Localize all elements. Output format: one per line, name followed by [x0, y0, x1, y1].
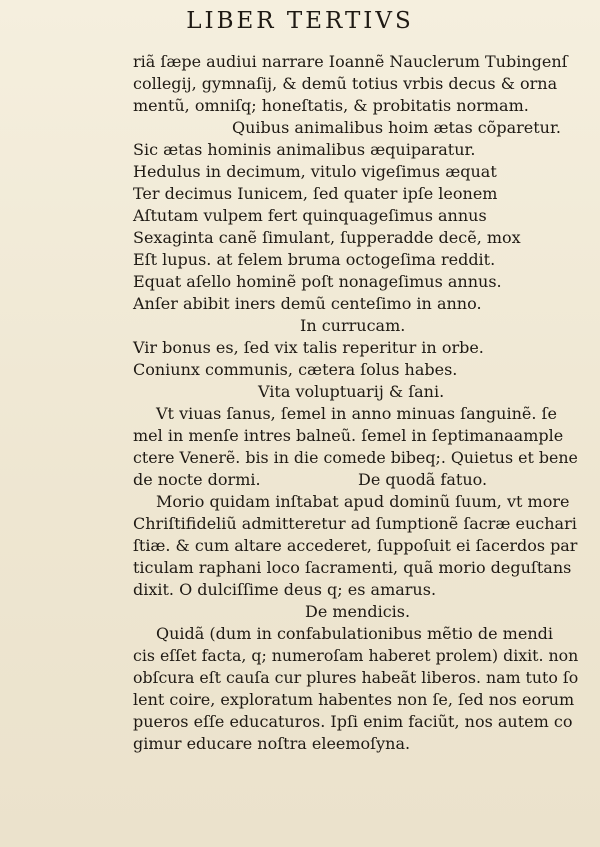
text-line: Ter decimus Iunicem, ſed quater ipſe leonem — [133, 184, 498, 203]
section-heading: De quodã fatuo. — [358, 470, 488, 489]
text-line: Vt viuas ſanus, ſemel in anno minuas ſanguinẽ. ſe — [156, 404, 557, 423]
text-line: de nocte dormi. — [133, 470, 261, 489]
text-line: Anſer abibit iners demũ centeſimo in anno. — [133, 294, 482, 313]
running-head: LIBER TERTIVS — [186, 8, 414, 34]
text-line: ctere Venerẽ. bis in die comede bibeq;. Quietus et bene — [133, 448, 578, 467]
section-heading: De mendicis. — [305, 602, 411, 621]
text-line: lent coire, exploratum habentes non ſe, ſed nos eorum — [133, 690, 575, 709]
text-line: collegij, gymnaſij, & demũ totius vrbis decus & orna — [133, 74, 558, 93]
text-line: Chriſtifideliũ admitteretur ad ſumptionẽ ſacræ euchari — [133, 514, 577, 533]
text-line: ticulam raphani loco ſacramenti, quã morio deguſtans — [133, 558, 572, 577]
text-line: obſcura eſt cauſa cur plures habeãt liberos. nam tuto ſo — [133, 668, 579, 687]
section-heading: Vita voluptuarij & ſani. — [258, 382, 445, 401]
text-line: Sic ætas hominis animalibus æquiparatur. — [133, 140, 476, 159]
text-line: Quidã (dum in confabulationibus mẽtio de mendi — [156, 624, 553, 643]
text-line: Aſtutam vulpem fert quinquageſimus annus — [133, 206, 487, 225]
text-line: Coniunx communis, cætera ſolus habes. — [133, 360, 458, 379]
text-line: gimur educare noſtra eleemoſyna. — [133, 734, 411, 753]
text-line: Sexaginta canẽ ſimulant, ſupperadde decẽ, mox — [133, 228, 521, 247]
text-line: Equat aſello hominẽ poſt nonageſimus annus. — [133, 272, 502, 291]
text-line: pueros eſſe educaturos. Ipſi enim faciũt, nos autem co — [133, 712, 573, 731]
section-heading: Quibus animalibus hoim ætas cõparetur. — [232, 118, 561, 137]
text-line: Vir bonus es, ſed vix talis reperitur in orbe. — [133, 338, 484, 357]
text-line: Hedulus in decimum, vitulo vigeſimus æquat — [133, 162, 497, 181]
text-line: dixit. O dulciſſime deus q; es amarus. — [133, 580, 437, 599]
text-line: riã ſæpe audiui narrare Ioannẽ Nauclerum Tubingenſ — [133, 52, 568, 71]
section-heading: In currucam. — [300, 316, 406, 335]
text-line: ſtiæ. & cum altare accederet, ſuppoſuit ei ſacerdos par — [133, 536, 578, 555]
text-line: Eſt lupus. at felem bruma octogeſima reddit. — [133, 250, 496, 269]
text-line: mentũ, omniſq; honeſtatis, & probitatis normam. — [133, 96, 529, 115]
text-line: cis eſſet facta, q; numeroſam haberet prolem) dixit. non — [133, 646, 579, 665]
text-line: mel in menſe intres balneũ. ſemel in ſeptimanaample — [133, 426, 564, 445]
text-line: Morio quidam inſtabat apud dominũ ſuum, vt more — [156, 492, 570, 511]
